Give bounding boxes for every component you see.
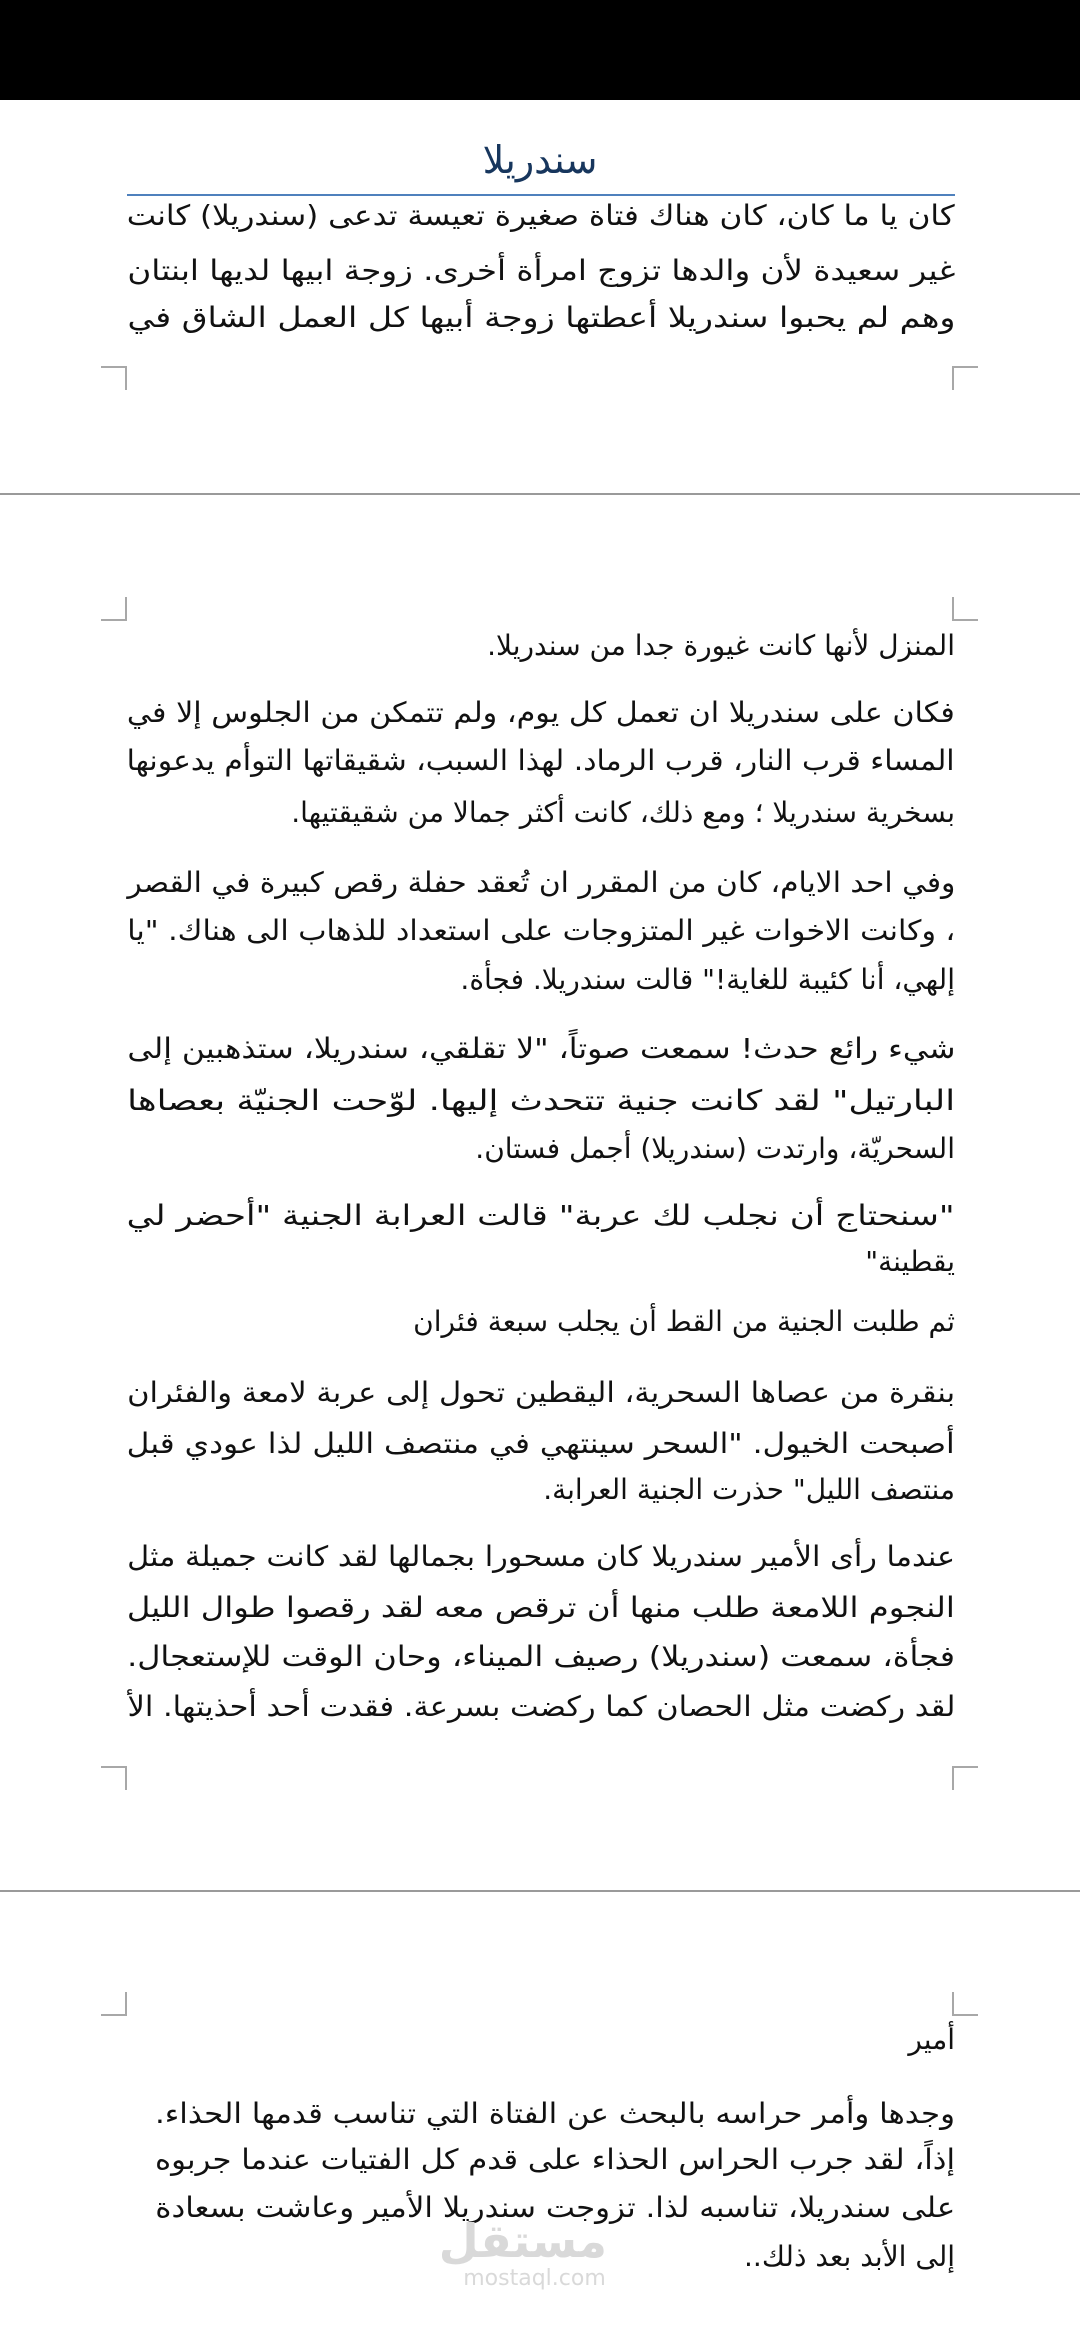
document-line: أصبحت الخيول. "السحر سينتهي في منتصف الليل لذا عودي قبل: [126, 1427, 955, 1460]
document-line: "سنحتاج أن نجلب لك عربة" قالت العرابة الجنية "أحضر لي: [127, 1199, 955, 1232]
document-line: إذاً، لقد جرب الحراس الحذاء على قدم كل الفتيات عندما جربوه: [155, 2143, 955, 2176]
page-corner-mark: [101, 597, 127, 621]
document-line: ، وكانت الاخوات غير المتزوجات على استعداد للذهاب الى هناك. "يا: [127, 914, 955, 947]
page-corner-mark: [101, 1766, 127, 1790]
watermark-latin: mostaql.com: [463, 2266, 606, 2291]
document-line: كان يا ما كان، كان هناك فتاة صغيرة تعيسة تدعى (سندريلا) كانت: [127, 199, 955, 232]
document-line: على سندريلا، تناسبه لذا. تزوجت سندريلا الأمير وعاشت بسعادة: [155, 2191, 955, 2224]
document-line: فجأة، سمعت (سندريلا) رصيف الميناء، وحان الوقت للإستعجال.: [127, 1640, 955, 1673]
document-line: شيء رائع حدث! سمعت صوتاً، "لا تقلقي، سندريلا، ستذهبين إلى: [126, 1032, 955, 1065]
document-line: يقطينة": [865, 1245, 955, 1278]
page-corner-mark: [952, 597, 978, 621]
document-line: غير سعيدة لأن والدها تزوج امرأة أخرى. زوجة ابيها لديها ابنتان: [127, 254, 955, 287]
document-line: أمير: [908, 2023, 955, 2056]
document-line: السحريّة، وارتدت (سندريلا) أجمل فستان.: [475, 1132, 955, 1165]
document-line: وجدها وأمر حراسه بالبحث عن الفتاة التي تناسب قدمها الحذاء.: [155, 2097, 955, 2130]
page-corner-mark: [101, 366, 127, 390]
document-line: عندما رأى الأمير سندريلا كان مسحورا بجمالها لقد كانت جميلة مثل: [127, 1540, 955, 1573]
page-corner-mark: [952, 366, 978, 390]
document-line: النجوم اللامعة طلب منها أن ترقص معه لقد رقصوا طوال الليل: [127, 1591, 955, 1624]
document-line: ثم طلبت الجنية من القط أن يجلب سبعة فئران: [413, 1305, 955, 1338]
document-line: المنزل لأنها كانت غيورة جدا من سندريلا.: [487, 629, 955, 662]
document-line: بنقرة من عصاها السحرية، اليقطين تحول إلى عربة لامعة والفئران: [127, 1376, 955, 1409]
page-separator: [0, 493, 1080, 495]
document-line: البارتيل" لقد كانت جنية تتحدث إليها. لوّحت الجنيّة بعصاها: [127, 1084, 955, 1117]
document-line: وهم لم يحبوا سندريلا أعطتها زوجة أبيها كل العمل الشاق في: [127, 301, 955, 334]
page-corner-mark: [952, 1766, 978, 1790]
page-corner-mark: [101, 1992, 127, 2016]
document-line: إلهي، أنا كئيبة للغاية!" قالت سندريلا. فجأة.: [460, 963, 955, 996]
document-line: المساء قرب النار، قرب الرماد. لهذا السبب، شقيقاتها التوأم يدعونها: [127, 744, 955, 777]
page-separator: [0, 1890, 1080, 1892]
status-bar: [0, 0, 1080, 100]
document-line: بسخرية سندريلا ؛ ومع ذلك، كانت أكثر جمالا من شقيقتيها.: [291, 796, 955, 829]
document-line: إلى الأبد بعد ذلك..: [744, 2240, 955, 2273]
document-title: سندريلا: [482, 138, 598, 182]
document-line: فكان على سندريلا ان تعمل كل يوم، ولم تتمكن من الجلوس إلا في: [127, 696, 955, 729]
document-line: وفي احد الايام، كان من المقرر ان تُعقد حفلة رقص كبيرة في القصر: [127, 866, 955, 899]
watermark-arabic: مستقل: [438, 2214, 607, 2268]
document-line: منتصف الليل" حذرت الجنية العرابة.: [543, 1473, 955, 1506]
watermark-logo: [438, 2214, 607, 2291]
page-corner-mark: [952, 1992, 978, 2016]
document-line: لقد ركضت مثل الحصان كما ركضت بسرعة. فقدت أحد أحذيتها. الأ: [127, 1690, 955, 1723]
